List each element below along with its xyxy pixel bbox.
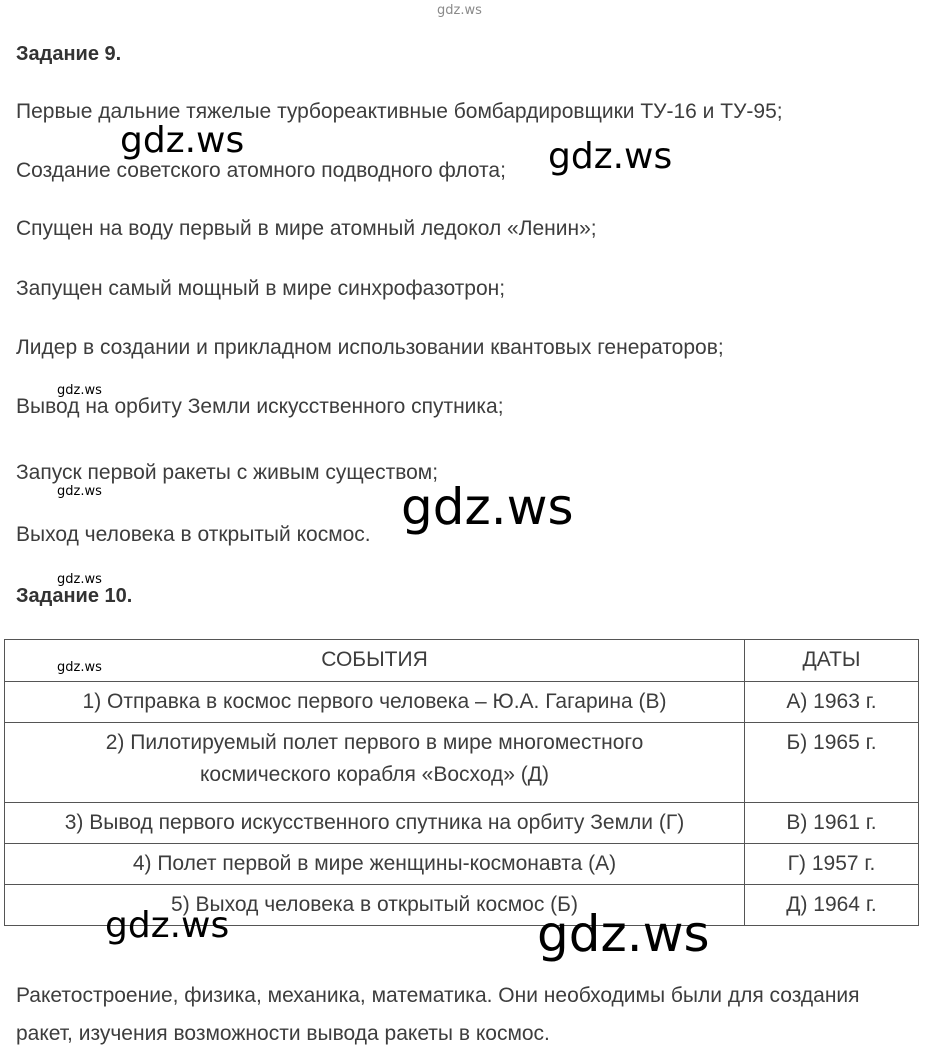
task9-item-3: Спущен на воду первый в мире атомный ледокол «Ленин»;	[16, 217, 597, 240]
date-cell: Д) 1964 г.	[745, 885, 919, 926]
event-cell: 5) Выход человека в открытый космос (Б)	[5, 885, 745, 926]
table-row	[5, 844, 919, 885]
date-cell: А) 1963 г.	[745, 682, 919, 723]
task9-item-4: Запущен самый мощный в мире синхрофазотрон;	[16, 277, 506, 300]
watermark-top: gdz.ws	[437, 3, 482, 18]
table-row	[5, 723, 919, 803]
table-row	[5, 682, 919, 723]
watermark: gdz.ws	[537, 905, 710, 963]
conclusion-paragraph: Ракетостроение, физика, механика, математика. Они необходимы были для создания ракет, изучения возможности вывода ракеты в космос.	[16, 984, 860, 1045]
watermark: gdz.ws	[57, 660, 102, 675]
task9-item-2: Создание советского атомного подводного флота;	[16, 159, 506, 182]
task9-item-8: Выход человека в открытый космос.	[16, 523, 371, 546]
watermark: gdz.ws	[57, 484, 102, 499]
header-dates: ДАТЫ	[745, 640, 919, 682]
table-row	[5, 803, 919, 844]
event-cell: 1) Отправка в космос первого человека – Ю.А. Гагарина (В)	[5, 682, 745, 723]
task9-item-5: Лидер в создании и прикладном использовании квантовых генераторов;	[16, 336, 724, 359]
header-events: СОБЫТИЯ	[5, 640, 745, 682]
watermark: gdz.ws	[548, 136, 673, 177]
date-cell: В) 1961 г.	[745, 803, 919, 844]
table-header-row	[5, 640, 919, 682]
date-cell: Б) 1965 г.	[745, 723, 919, 803]
event-cell: 3) Вывод первого искусственного спутника на орбиту Земли (Г)	[5, 803, 745, 844]
task9-item-1: Первые дальние тяжелые турбореактивные бомбардировщики ТУ-16 и ТУ-95;	[16, 100, 783, 123]
watermark: gdz.ws	[120, 120, 245, 161]
task9-item-6: Вывод на орбиту Земли искусственного спутника;	[16, 395, 504, 418]
watermark: gdz.ws	[57, 383, 102, 398]
events-dates-table	[4, 639, 919, 926]
task9-title: Задание 9.	[16, 43, 122, 65]
task10-title: Задание 10.	[16, 585, 133, 607]
watermark: gdz.ws	[105, 905, 230, 946]
date-cell: Г) 1957 г.	[745, 844, 919, 885]
watermark: gdz.ws	[57, 572, 102, 587]
watermark: gdz.ws	[401, 478, 574, 536]
event-cell: 2) Пилотируемый полет первого в мире многоместного космического корабля «Восход» (Д)	[5, 723, 745, 803]
task9-item-7: Запуск первой ракеты с живым существом;	[16, 461, 439, 484]
event-cell: 4) Полет первой в мире женщины-космонавта (А)	[5, 844, 745, 885]
